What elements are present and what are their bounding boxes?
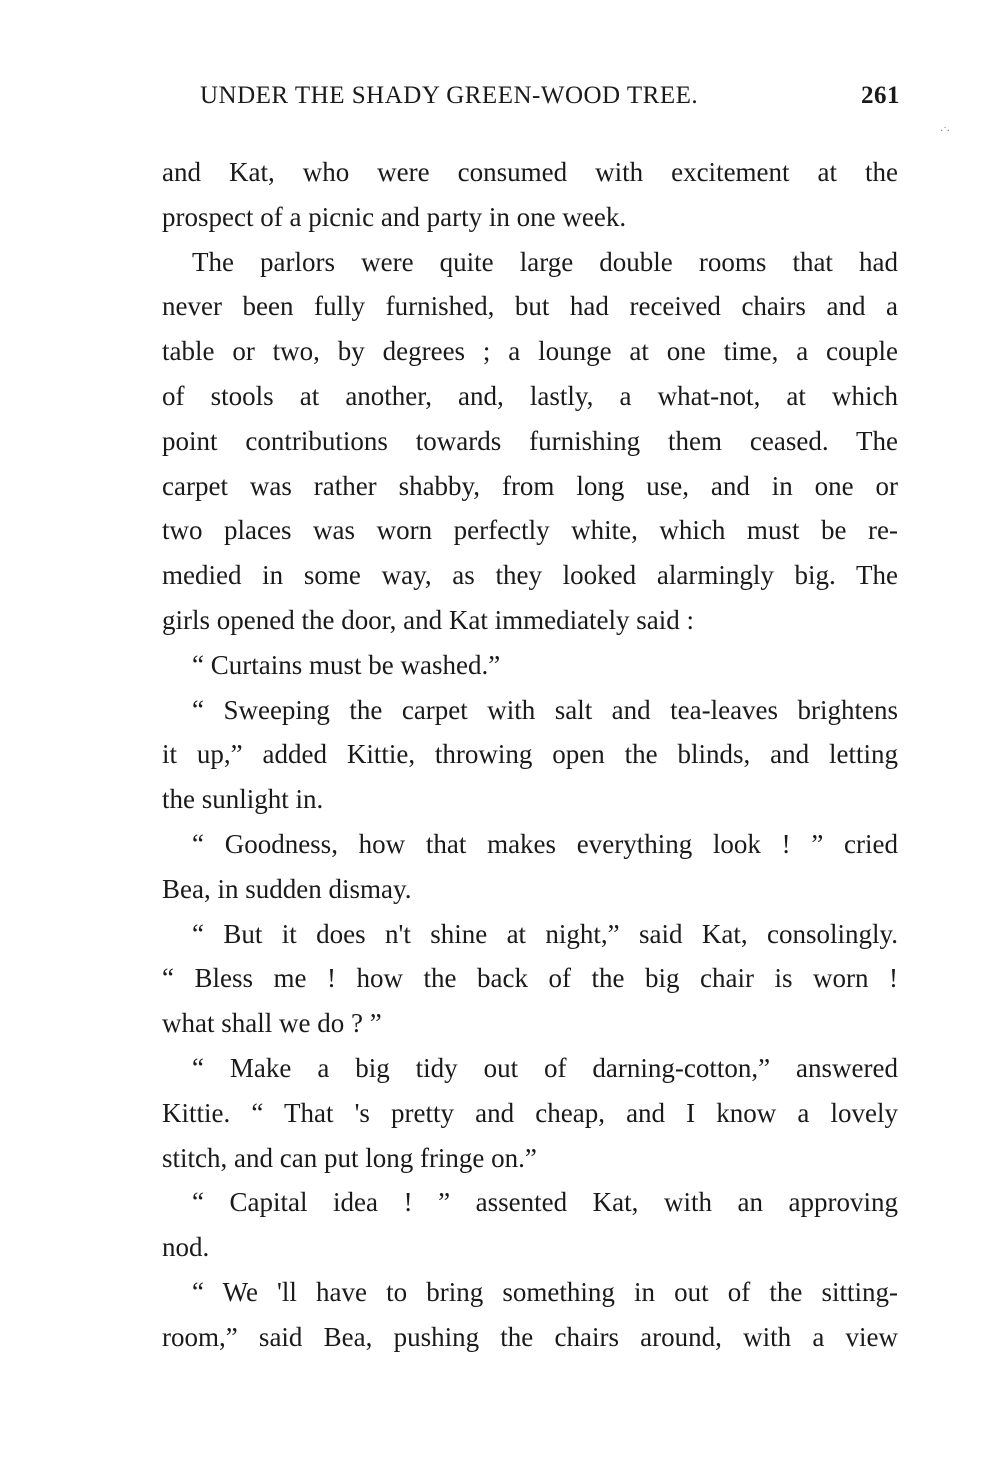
text-line: “ Goodness, how that makes everything look ! ” cried xyxy=(192,828,898,859)
text-line: what shall we do ? ” xyxy=(162,1008,382,1039)
text-line: it up,” added Kittie, throwing open the blinds, and letting xyxy=(162,739,898,770)
text-line: “ We 'll have to bring something in out of the sitting- xyxy=(192,1276,898,1307)
text-line: carpet was rather shabby, from long use, and in one or xyxy=(162,470,898,501)
text-line: never been fully furnished, but had received chairs and a xyxy=(162,291,898,322)
text-line: “ Sweeping the carpet with salt and tea-leaves brightens xyxy=(192,694,898,725)
text-line: “ Bless me ! how the back of the big chair is worn ! xyxy=(162,963,898,994)
text-line: The parlors were quite large double rooms that had xyxy=(192,246,898,277)
running-header xyxy=(200,82,900,122)
running-title: UNDER THE SHADY GREEN-WOOD TREE. xyxy=(200,82,699,109)
text-line: “ Capital idea ! ” assented Kat, with an approving xyxy=(192,1187,898,1218)
text-line: Kittie. “ That 's pretty and cheap, and I know a lovely xyxy=(162,1097,898,1128)
text-line: medied in some way, as they looked alarmingly big. The xyxy=(162,560,898,591)
text-line: “ Curtains must be washed.” xyxy=(192,649,501,680)
text-line: “ Make a big tidy out of darning-cotton,” answered xyxy=(192,1052,898,1083)
text-line: room,” said Bea, pushing the chairs around, with a view xyxy=(162,1321,898,1352)
text-line: girls opened the door, and Kat immediately said : xyxy=(162,604,695,635)
text-line: nod. xyxy=(162,1232,210,1263)
text-line: prospect of a picnic and party in one week. xyxy=(162,201,627,232)
scan-speck: ·˙· xyxy=(940,126,950,137)
text-line: of stools at another, and, lastly, a what-not, at which xyxy=(162,380,898,411)
page-number: 261 xyxy=(861,82,900,109)
text-line: Bea, in sudden dismay. xyxy=(162,873,412,904)
text-line: table or two, by degrees ; a lounge at one time, a couple xyxy=(162,336,898,367)
text-line: two places was worn perfectly white, which must be re- xyxy=(162,515,898,546)
text-line: point contributions towards furnishing them ceased. The xyxy=(162,425,898,456)
text-line: the sunlight in. xyxy=(162,784,324,815)
text-line: and Kat, who were consumed with excitement at the xyxy=(162,157,898,187)
text-line: “ But it does n't shine at night,” said Kat, consolingly. xyxy=(192,918,898,949)
body-text xyxy=(162,150,898,1360)
text-line: stitch, and can put long fringe on.” xyxy=(162,1142,537,1173)
